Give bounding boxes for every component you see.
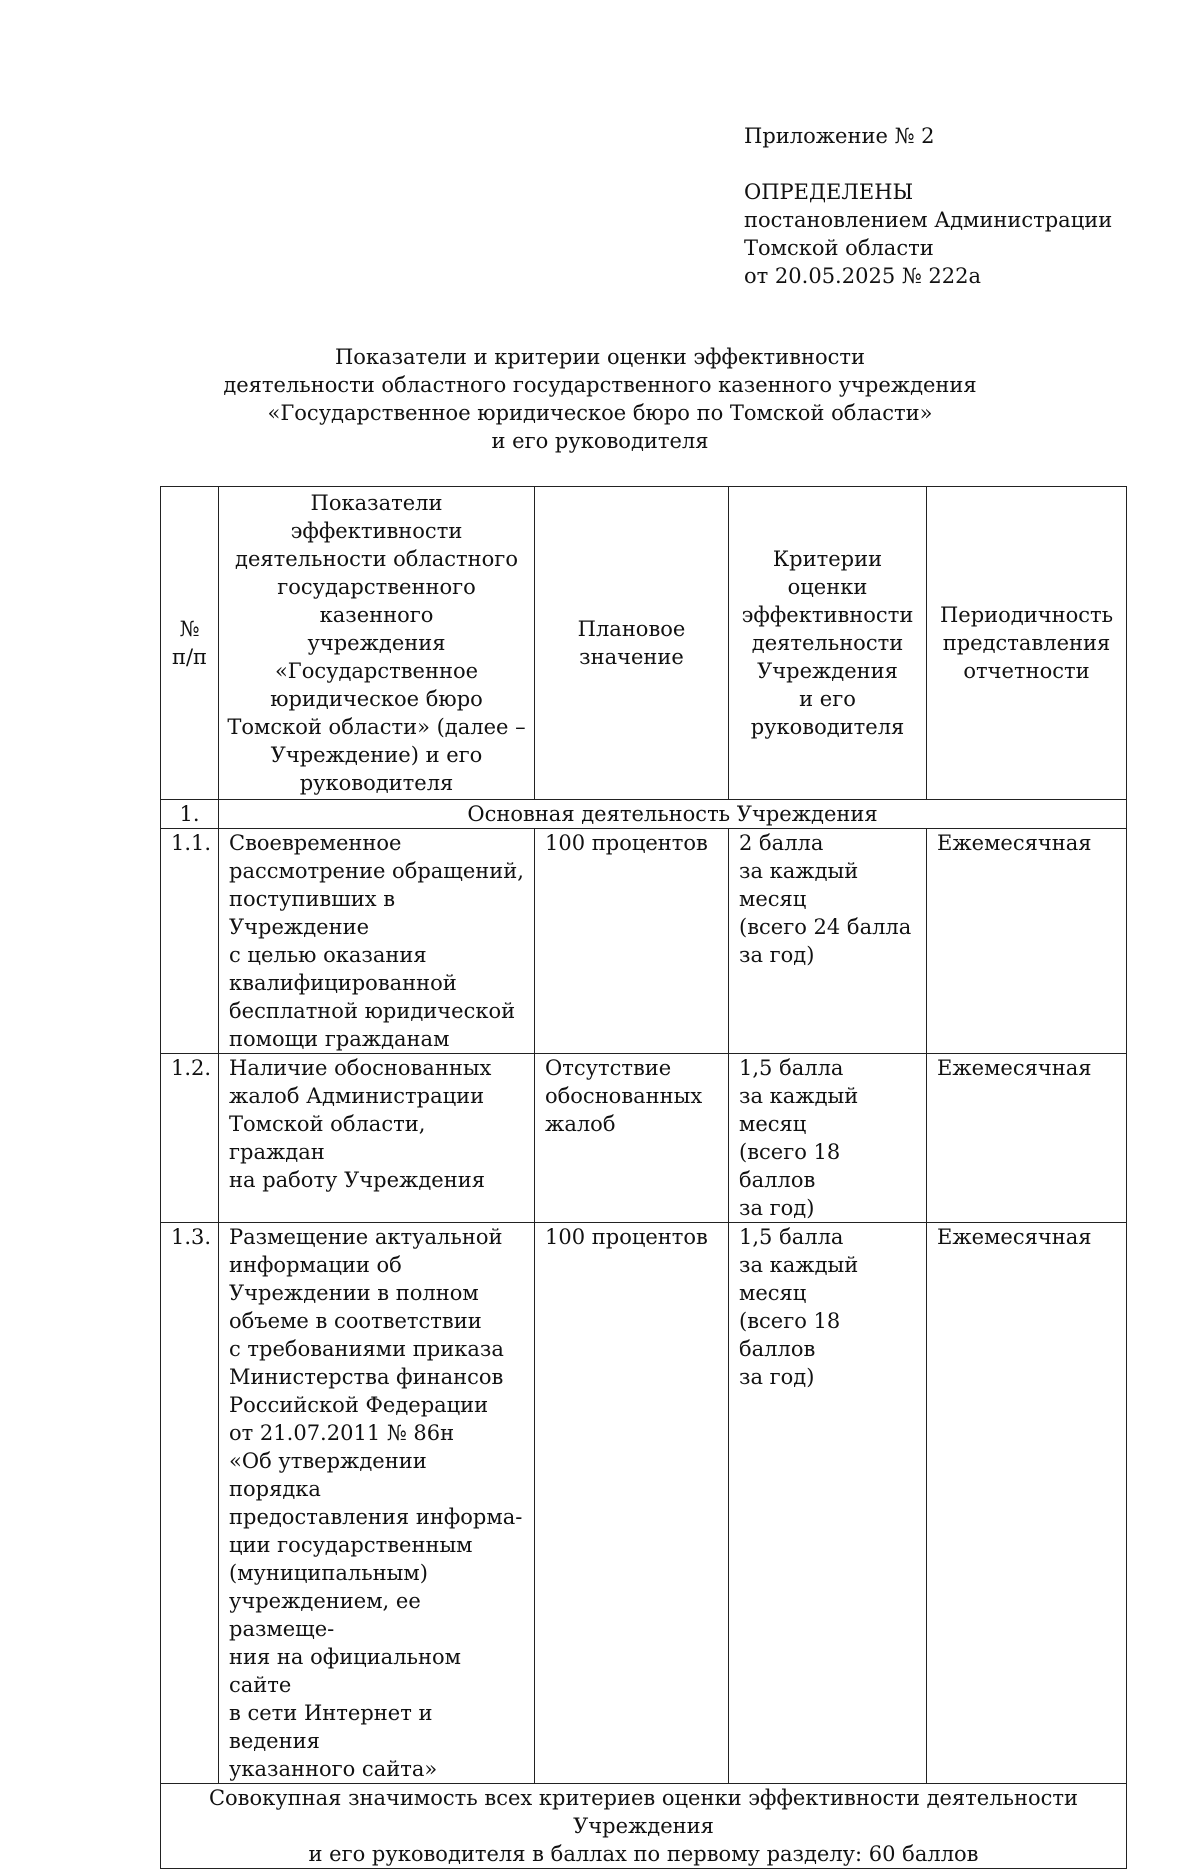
text-line: Своевременное (229, 831, 402, 855)
text-line: Учреждения (757, 659, 898, 683)
text-line: 100 процентов (545, 831, 708, 855)
text-line: Томской области» (далее – (227, 715, 526, 739)
section-row (161, 800, 1127, 829)
text-line: 2 балла (739, 831, 824, 855)
row-indicator (219, 1223, 535, 1784)
text-line: квалифицированной (229, 971, 457, 995)
text-line: юридическое бюро (270, 687, 483, 711)
text-line: с целью оказания (229, 943, 427, 967)
text-line: (муниципальным) (229, 1561, 428, 1585)
row-period (927, 1054, 1127, 1223)
table-row (161, 1054, 1127, 1223)
text-line: и его руководителя в баллах по первому разделу: 60 баллов (308, 1842, 979, 1866)
text-line: ния на официальном сайте (229, 1645, 461, 1697)
header-indicator (219, 487, 535, 800)
text-line: жалоб Администрации (229, 1084, 485, 1108)
row-period (927, 829, 1127, 1054)
text-line: Учреждение) и его (270, 743, 483, 767)
text-line: информации об (229, 1253, 402, 1277)
text-line: Наличие обоснованных (229, 1056, 492, 1080)
text-line: руководителя (750, 715, 905, 739)
text-line: Совокупная значимость всех критериев оценки эффективности деятельности Учреждения (208, 1786, 1079, 1838)
text-line: за год) (739, 1196, 815, 1220)
text-line: «Государственное (274, 659, 479, 683)
row-criteria (729, 829, 927, 1054)
text-line: за каждый месяц (739, 1253, 859, 1305)
row-plan (535, 1054, 729, 1223)
text-line: Плановое (577, 617, 686, 641)
row-period (927, 1223, 1127, 1784)
row-criteria (729, 1223, 927, 1784)
text-line: п/п (171, 645, 208, 669)
text-line: предоставления информа- (229, 1505, 523, 1529)
text-line: № (179, 617, 200, 641)
header-period (927, 487, 1127, 800)
text-line: за каждый месяц (739, 859, 859, 911)
text-line: за каждый месяц (739, 1084, 859, 1136)
text-line: отчетности (963, 659, 1090, 683)
text-line: 1,5 балла (739, 1225, 844, 1249)
text-line: ции государственным (229, 1533, 473, 1557)
text-line: с требованиями приказа (229, 1337, 504, 1361)
row-indicator (219, 1054, 535, 1223)
text-line: бесплатной юридической (229, 999, 516, 1023)
approval-date: от 20.05.2025 № 222а (744, 264, 981, 288)
text-line: за год) (739, 943, 815, 967)
text-line: и его (799, 687, 856, 711)
text-line: поступивших в Учреждение (229, 887, 396, 939)
text-line: обоснованных (545, 1084, 703, 1108)
row-num: 1.1. (161, 829, 219, 1054)
text-line: учреждением, ее размеще- (229, 1589, 421, 1641)
title-line: деятельности областного государственного казенного учреждения (223, 373, 977, 397)
text-line: на работу Учреждения (229, 1168, 485, 1192)
text-line: за год) (739, 1365, 815, 1389)
table-row (161, 829, 1127, 1054)
approval-line: постановлением Администрации (744, 208, 1113, 232)
text-line: Ежемесячная (937, 831, 1092, 855)
text-line: «Об утверждении порядка (229, 1449, 427, 1501)
row-indicator (219, 829, 535, 1054)
text-line: объеме в соответствии (229, 1309, 482, 1333)
text-line: Томской области, граждан (229, 1112, 426, 1164)
summary-row (161, 1784, 1127, 1869)
text-line: указанного сайта» (229, 1757, 438, 1781)
text-line: (всего 24 балла (739, 915, 912, 939)
text-line: руководителя (299, 771, 454, 795)
text-line: 100 процентов (545, 1225, 708, 1249)
text-line: жалоб (545, 1112, 616, 1136)
title-line: «Государственное юридическое бюро по Томской области» (267, 401, 933, 425)
text-line: Размещение актуальной (229, 1225, 503, 1249)
title-line: Показатели и критерии оценки эффективности (334, 345, 866, 369)
text-line: Отсутствие (545, 1056, 672, 1080)
text-line: Критерии (772, 547, 883, 571)
text-line: государственного казенного (277, 575, 476, 627)
text-line: оценки (787, 575, 868, 599)
text-line: Показатели эффективности (290, 491, 463, 543)
appendix-label: Приложение № 2 (744, 124, 935, 148)
title-line: и его руководителя (491, 429, 709, 453)
row-num: 1.3. (161, 1223, 219, 1784)
text-line: Периодичность (939, 603, 1114, 627)
text-line: 1,5 балла (739, 1056, 844, 1080)
text-line: Российской Федерации (229, 1393, 489, 1417)
text-line: эффективности (741, 603, 914, 627)
text-line: Ежемесячная (937, 1056, 1092, 1080)
text-line: деятельности (751, 631, 904, 655)
row-criteria (729, 1054, 927, 1223)
summary-cell (161, 1784, 1127, 1869)
text-line: представления (942, 631, 1111, 655)
text-line: значение (579, 645, 684, 669)
table-row (161, 1223, 1127, 1784)
text-line: деятельности областного (235, 547, 518, 571)
header-num (161, 487, 219, 800)
row-plan (535, 829, 729, 1054)
header-criteria (729, 487, 927, 800)
document-title (150, 343, 1050, 455)
text-line: Ежемесячная (937, 1225, 1092, 1249)
text-line: рассмотрение обращений, (229, 859, 524, 883)
text-line: помощи гражданам (229, 1027, 450, 1051)
approval-block (744, 122, 1112, 290)
text-line: (всего 18 баллов (739, 1140, 841, 1192)
section-title: Основная деятельность Учреждения (219, 800, 1127, 829)
section-num: 1. (161, 800, 219, 829)
text-line: от 21.07.2011 № 86н (229, 1421, 455, 1445)
defined-label: ОПРЕДЕЛЕНЫ (744, 180, 914, 204)
text-line: Министерства финансов (229, 1365, 504, 1389)
table-header-row (161, 487, 1127, 800)
header-plan (535, 487, 729, 800)
text-line: в сети Интернет и ведения (229, 1701, 433, 1753)
row-plan (535, 1223, 729, 1784)
criteria-table (160, 486, 1127, 1869)
row-num: 1.2. (161, 1054, 219, 1223)
text-line: (всего 18 баллов (739, 1309, 841, 1361)
text-line: Учреждении в полном (229, 1281, 479, 1305)
approval-line: Томской области (744, 236, 934, 260)
text-line: учреждения (307, 631, 446, 655)
